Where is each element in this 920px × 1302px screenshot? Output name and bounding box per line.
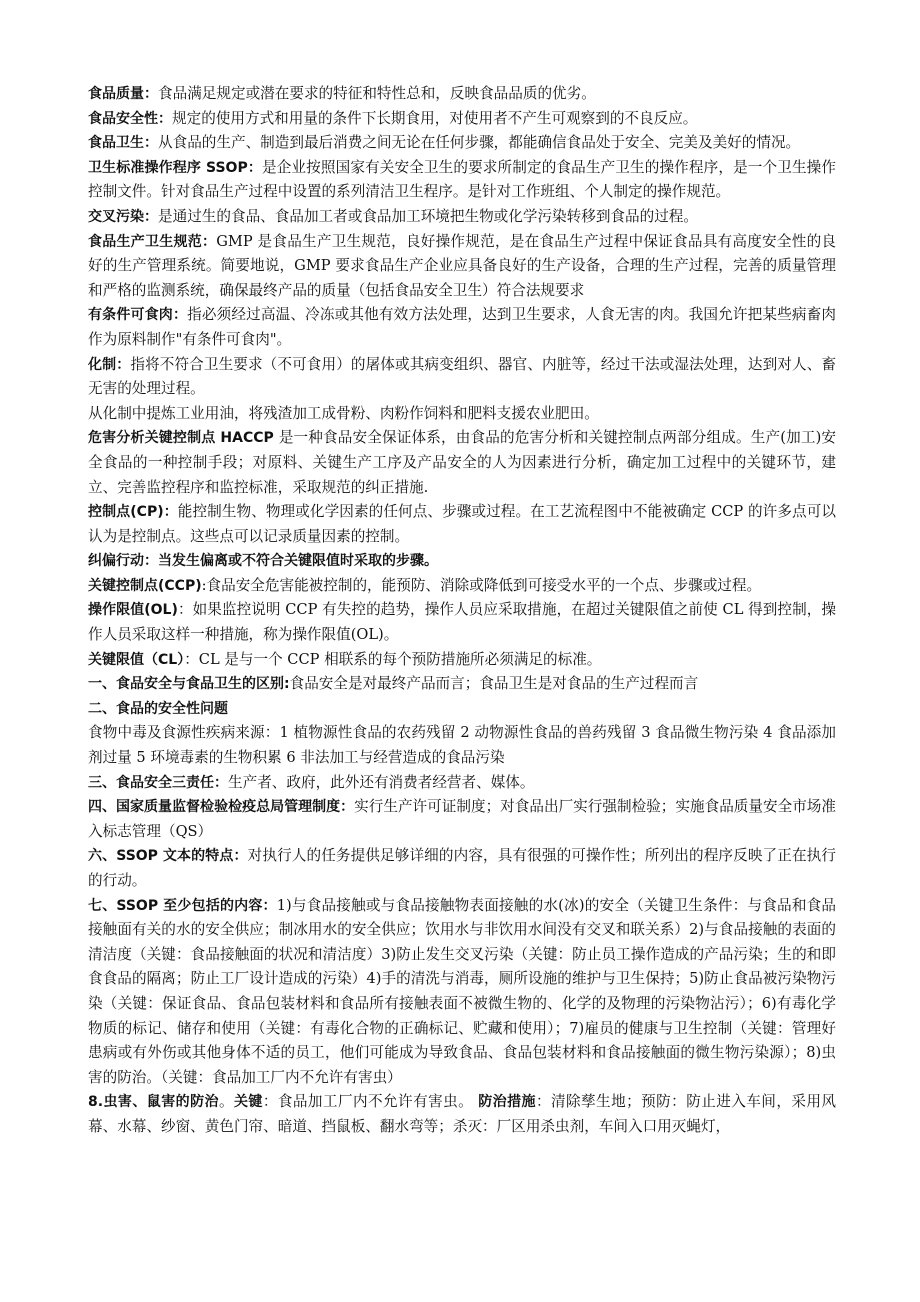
definition: ：如果监控说明 CCP 有失控的趋势，操作人员应采取措施，在超过关键限值之前使 CL 得到控制，操作人员采取这样一种措施，称为操作限值(OL)。: [88, 601, 836, 644]
definition: 从化制中提炼工业用油，将残渣加工成骨粉、肉粉作饲料和肥料支援农业肥田。: [88, 404, 599, 422]
section-text: 对执行人的任务提供足够详细的内容，具有很强的可操作性；所列出的程序反映了正在执行的行动。: [88, 847, 836, 889]
paragraph-cross-contamination: [88, 205, 836, 230]
section-2: [88, 697, 836, 722]
section-heading: 六、SSOP 文本的特点：: [88, 848, 248, 865]
section-6: [88, 844, 836, 893]
paragraph-cp: [88, 500, 836, 549]
section-7: [88, 894, 836, 1091]
section-4: [88, 795, 836, 844]
term: 食品质量：: [88, 86, 158, 102]
definition: 从食品的生产、制造到最后消费之间无论在任何步骤，都能确信食品处于安全、完美及美好的情况。: [158, 134, 801, 152]
section-text: ：食品加工厂内不允许有害虫。: [262, 1093, 479, 1111]
section-heading: 一、食品安全与食品卫生的区别:: [88, 676, 290, 693]
section-heading: 四、国家质量监督检验检疫总局管理制度：: [88, 799, 355, 816]
term: 纠偏行动：当发生偏离或不符合关键限值时采取的步骤。: [88, 553, 438, 570]
section-text: 食物中毒及食源性疾病来源：1 植物源性食品的农药残留 2 动物源性食品的兽药残留 3 食品微生物污染 4 食品添加剂过量 5 环境毒素的生物积累 6 非法加工与经营造成的食品污染: [88, 724, 836, 767]
definition: 指将不符合卫生要求（不可食用）的屠体或其病变组织、器官、内脏等，经过干法或湿法处理，达到对人、畜无害的处理过程。: [88, 355, 837, 398]
paragraph-food-quality: [88, 82, 836, 107]
definition: 食品满足规定或潜在要求的特征和特性总和，反映食品品质的优劣。: [158, 85, 596, 102]
term: 交叉污染：: [88, 208, 158, 225]
term: 食品生产卫生规范：: [88, 233, 217, 250]
definition: 规定的使用方式和用量的条件下长期食用，对使用者不产生可观察到的不良反应。: [172, 109, 698, 127]
section-heading: 8.虫害、鼠害的防治: [88, 1094, 219, 1111]
definition: 是通过生的食品、食品加工者或食品加工环境把生物或化学污染转移到食品的过程。: [158, 207, 698, 225]
measures-label: 防治措施: [478, 1094, 536, 1111]
paragraph-cl: [88, 648, 836, 673]
paragraph-gmp: [88, 230, 836, 304]
document-page: [88, 82, 836, 1140]
section-1: [88, 672, 836, 697]
term: 控制点(CP)：: [88, 504, 178, 521]
section-2-body: [88, 721, 836, 770]
section-heading: 二、食品的安全性问题: [88, 700, 228, 717]
definition: 指必须经过高温、冷冻或其他有效方法处理，达到卫生要求，人食无害的肉。我国允许把某些病畜肉作为原料制作"有条件可食肉"。: [88, 306, 836, 348]
section-heading: 七、SSOP 至少包括的内容：: [88, 897, 277, 914]
section-text: ：清除孳生地；预防：防止进入车间，采用风幕、水幕、纱窗、黄色门帘、暗道、挡鼠板、翻水弯等；杀灭：厂区用杀虫剂，车间入口用灭蝇灯，: [88, 1093, 836, 1135]
term: 操作限值(OL): [88, 602, 178, 619]
paragraph-conditional-meat: [88, 303, 836, 352]
paragraph-haccp: [88, 426, 836, 500]
section-8: [88, 1090, 836, 1139]
section-3: [88, 771, 836, 796]
section-text: 生产者、政府，此外还有消费者经营者、媒体。: [228, 773, 535, 791]
paragraph-food-hygiene: [88, 131, 836, 156]
section-heading: 三、食品安全三责任：: [88, 774, 228, 791]
term: 食品安全性：: [88, 110, 172, 127]
section-text: 1)与食品接触或与食品接触物表面接触的水(冰)的安全（关键卫生条件：与食品和食品接触面有关的水的安全供应；制冰用水的安全供应；饮用水与非饮用水间没有交叉和联关系）2)与食品接触的表面的清洁度（关键：食品接触面的状况和清洁度）3)防止发生交叉污染（关键：防止员工操作造成的产品污染；生的和即食食品的隔离；防止工厂设计造成的污染）4)手的清洗与消毒，厕所设施的维护与卫生保持；5)防止食品被污染物污染（关键：保证食品、食品包装材料和食品所有接触表面不被微生物的、化学的及物理的污染物沾污）；6)有毒化学物质的标记、储存和使用（关键：有毒化合物的正确标记、贮藏和使用）；7)雇员的健康与卫生控制（关键：管理好患病或有外伤或其他身体不适的员工，他们可能成为导致食品、食品包装材料和食品接触面的微生物污染源）；8)虫害的防治。（关键：食品加工厂内不允许有害虫）: [88, 896, 836, 1086]
paragraph-ssop: [88, 156, 836, 205]
section-text: 实行生产许可证制度；对食品出厂实行强制检验；实施食品质量安全市场准入标志管理（QS）: [88, 798, 836, 840]
section-text: 。: [218, 1093, 234, 1111]
definition: :食品安全危害能被控制的，能预防、消除或降低到可接受水平的一个点、步骤或过程。: [201, 576, 762, 594]
definition: GMP 是食品生产卫生规范，良好操作规范，是在食品生产过程中保证食品具有高度安全性的良好的生产管理系统。简要地说，GMP 要求食品生产企业应具备良好的生产设备，合理的生产过程，完善的质量管理和严格的监测系统，确保最终产品的质量（包括食品安全卫生）符合法规要求: [88, 232, 836, 299]
section-text: 食品安全是对最终产品而言；食品卫生是对食品的生产过程而言: [289, 675, 699, 693]
term: 危害分析关键控制点 HACCP: [88, 430, 279, 447]
term: 关键限值（CL）: [88, 651, 185, 668]
paragraph-ccp: [88, 574, 836, 599]
definition: 能控制生物、物理或化学因素的任何点、步骤或过程。在工艺流程图中不能被确定 CCP 的许多点可以认为是控制点。这些点可以记录质量因素的控制。: [88, 503, 836, 545]
paragraph-food-safety: [88, 107, 836, 132]
term: 有条件可食肉：: [88, 307, 188, 324]
term: 关键控制点(CCP): [88, 577, 202, 594]
paragraph-corrective-action: [88, 549, 836, 574]
definition: 是一种食品安全保证体系，由食品的危害分析和关键控制点两部分组成。生产(加工)安全食品的一种控制手段；对原料、关键生产工序及产品安全的人为因素进行分析，确定加工过程中的关键环节，建立、完善监控程序和监控标准，采取规范的纠正措施.: [88, 429, 837, 496]
term: 化制：: [88, 356, 131, 373]
definition: 是企业按照国家有关安全卫生的要求所制定的食品生产卫生的操作程序，是一个卫生操作控制文件。针对食品生产过程中设置的系列清洁卫生程序。是针对工作班组、个人制定的操作规范。: [88, 158, 836, 201]
term: 卫生标准操作程序 SSOP：: [88, 159, 262, 176]
definition: ：CL 是与一个 CCP 相联系的每个预防措施所必须满足的标准。: [184, 650, 602, 668]
paragraph-ol: [88, 598, 836, 647]
term: 食品卫生：: [88, 135, 158, 152]
paragraph-rendering-use: [88, 402, 836, 427]
key-label: 关键: [233, 1094, 263, 1111]
paragraph-rendering: [88, 353, 836, 402]
